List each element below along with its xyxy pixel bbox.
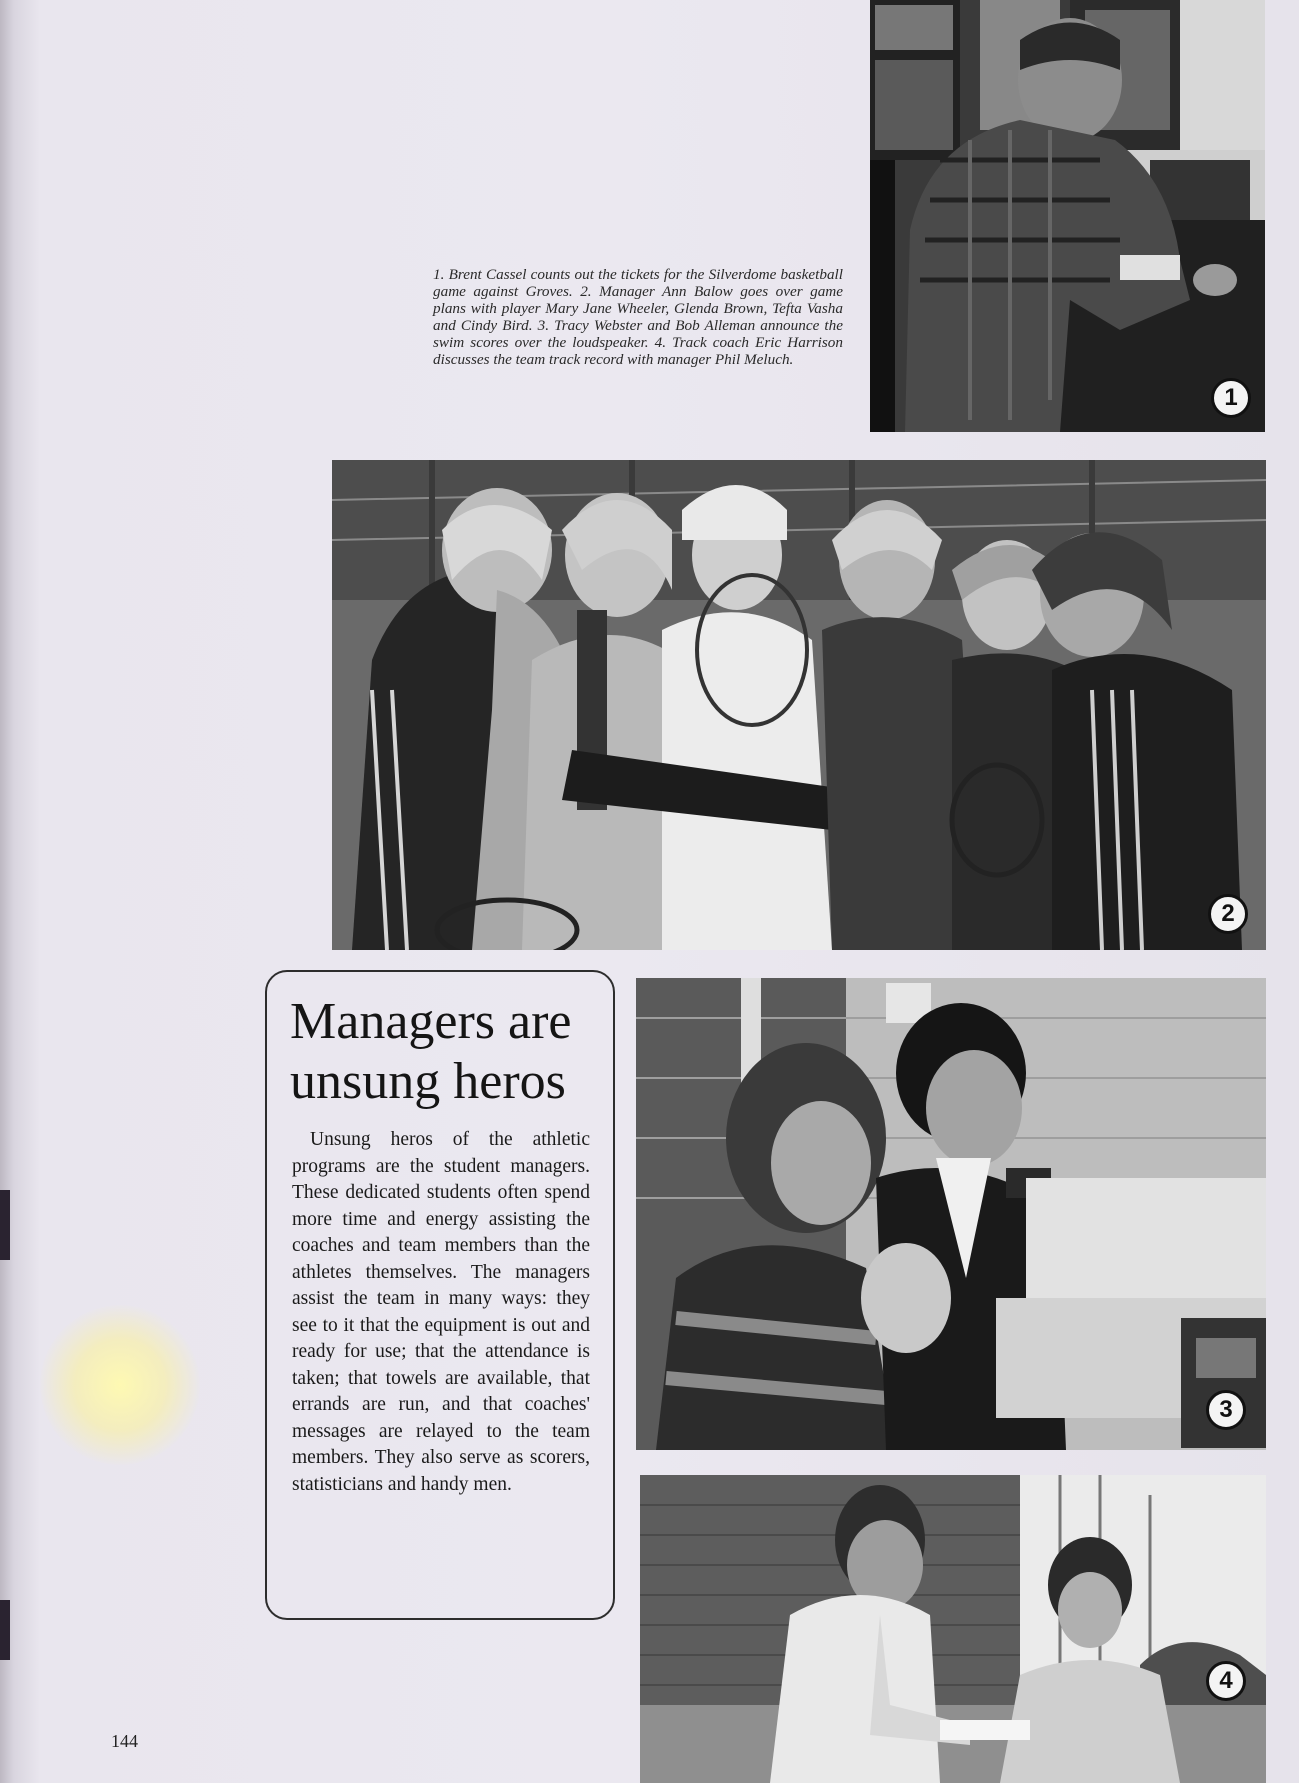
binding-edge-mark [0, 1190, 10, 1260]
photo-number-1: 1 [1211, 378, 1251, 418]
photo-number-3: 3 [1206, 1390, 1246, 1430]
photo-2 [332, 460, 1266, 950]
story-headline: Managers are unsung heros [290, 993, 572, 1110]
photo-1 [870, 0, 1265, 432]
photo-3 [636, 978, 1266, 1450]
photo-number-4: 4 [1206, 1661, 1246, 1701]
story-body: Unsung heros of the athletic programs are the student managers. These dedicated students often spend more time and energy assisting the coaches and team members than the athletes themselves. The managers assist the team in many ways: they see to it that the equipment is out and ready for use; that the attendance is taken; that towels are available, that errands are run, and that coaches' messages are relayed to the team members. They also serve as scorers, statisticians and handy men. [292, 1129, 590, 1495]
photo-number-2: 2 [1208, 894, 1248, 934]
photo-4 [640, 1475, 1266, 1783]
photo-caption: 1. Brent Cassel counts out the tickets for the Silverdome basketball game against Groves. 2. Manager Ann Balow goes over game plans with player Mary Jane Wheeler, Glenda Brown, Tefta Vasha and Cindy Bird. 3. Tracy Webster and Bob Alleman announce the swim scores over the loudspeaker. 4. Track coach Eric Harrison discusses the team track record with manager Phil Meluch. [433, 266, 843, 368]
light-glare [40, 1305, 200, 1465]
binding-edge-mark [0, 1600, 10, 1660]
page-number: 144 [111, 1731, 138, 1751]
